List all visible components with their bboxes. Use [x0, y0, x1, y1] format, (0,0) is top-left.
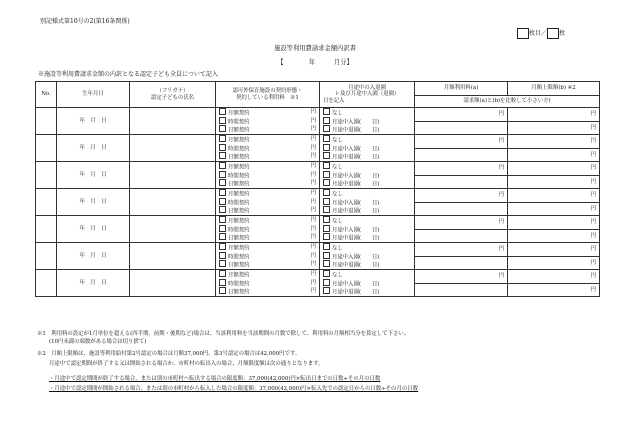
mid-month-option[interactable] [320, 243, 414, 252]
yen-label: 円 [310, 288, 316, 295]
mid-month-option[interactable] [320, 260, 414, 269]
header-monthly-cap: 月額上限額(b) ※2 [508, 82, 600, 96]
contract-option[interactable] [216, 225, 319, 234]
contract-cell [216, 270, 320, 297]
checkbox[interactable] [219, 225, 226, 232]
contract-option-label: 月額契約 [228, 137, 250, 144]
mid-month-option[interactable] [320, 171, 414, 180]
checkbox[interactable] [323, 108, 330, 115]
checkbox[interactable] [219, 117, 226, 124]
yen-label: 円 [498, 138, 504, 144]
child-name-cell[interactable] [130, 162, 216, 189]
header-mid-month [320, 82, 415, 108]
contract-option[interactable] [216, 279, 319, 288]
period-label: 【 年 月分】 [277, 59, 353, 66]
checkbox[interactable] [323, 125, 330, 132]
header-mid-3: 日を記入 [323, 97, 345, 104]
mid-month-cell [320, 162, 415, 189]
birthdate-cell[interactable]: 年 月 日 [57, 216, 130, 243]
checkbox[interactable] [219, 206, 226, 213]
contract-cell [216, 243, 320, 270]
yen-label: 円 [498, 273, 504, 279]
checkbox[interactable] [323, 243, 330, 250]
mid-month-cell [320, 108, 415, 135]
birthdate-cell[interactable]: 年 月 日 [57, 162, 130, 189]
contract-option-label: 日額契約 [228, 208, 250, 215]
table-row [36, 270, 600, 297]
mid-month-option[interactable] [320, 179, 414, 188]
mid-month-cell [320, 270, 415, 297]
mid-month-option[interactable] [320, 279, 414, 288]
checkbox[interactable] [323, 225, 330, 232]
yen-label: 円 [310, 217, 316, 224]
yen-label: 円 [310, 234, 316, 241]
row-no[interactable] [36, 189, 57, 216]
header-no: No. [36, 82, 57, 108]
contract-option-label: 月額契約 [228, 218, 250, 225]
mid-month-option[interactable] [320, 287, 414, 296]
mid-month-option[interactable] [320, 144, 414, 153]
table-row [36, 108, 600, 135]
yen-label: 円 [310, 198, 316, 205]
contract-option[interactable] [216, 216, 319, 225]
mid-month-option-label: 月途中入園( 日) [332, 254, 380, 261]
yen-label: 円 [310, 171, 316, 178]
table-row [36, 162, 600, 189]
checkbox[interactable] [323, 206, 330, 213]
yen-label: 円 [310, 109, 316, 116]
row-no[interactable] [36, 270, 57, 297]
contract-option-label: 時間契約 [228, 254, 250, 261]
monthly-fee-cell[interactable] [415, 162, 508, 189]
note-top: ※施設等利用費請求金額の内訳となる認定子ども全員について記入 [38, 71, 218, 78]
page-suffix-2: 枚 [559, 30, 566, 37]
yen-label: 円 [310, 190, 316, 197]
yen-label: 円 [310, 252, 316, 259]
checkbox[interactable] [323, 279, 330, 286]
mid-month-option-label: なし [332, 164, 343, 171]
contract-option[interactable] [216, 162, 319, 171]
contract-option[interactable] [216, 179, 319, 188]
mid-month-option-label: なし [332, 110, 343, 117]
table-row [36, 189, 600, 216]
checkbox[interactable] [219, 270, 226, 277]
contract-option[interactable] [216, 108, 319, 117]
mid-month-option[interactable] [320, 198, 414, 207]
checkbox[interactable] [323, 162, 330, 169]
note-2d: ・月途中で認定期間が開始される場合、または別の市町村から転入した場合の限度額：37,000(42,000)円×転入先での認定日からの日数÷その月の日数 [49, 386, 419, 392]
monthly-fee-cell[interactable] [415, 216, 508, 243]
contract-option-label: 日額契約 [228, 181, 250, 188]
page-suffix-1: 枚目／ [529, 30, 548, 37]
claim-yen-label: 円 [590, 179, 596, 185]
header-birthdate: 生年月日 [57, 82, 130, 108]
mid-month-option-label: 月途中退園( 日) [332, 208, 380, 215]
checkbox[interactable] [323, 179, 330, 186]
child-name-cell[interactable] [130, 108, 216, 135]
header-contract-2: 契約している利用料 ※1 [236, 94, 299, 101]
yen-label: 円 [310, 163, 316, 170]
mid-month-option-label: なし [332, 245, 343, 252]
row-no[interactable] [36, 162, 57, 189]
contract-option-label: 時間契約 [228, 146, 250, 153]
checkbox[interactable] [219, 108, 226, 115]
claim-yen-label: 円 [590, 125, 596, 131]
contract-option[interactable] [216, 252, 319, 261]
contract-option[interactable] [216, 125, 319, 134]
document-title: 施設等利用費請求金額内訳書 [274, 45, 356, 52]
child-name-cell[interactable] [130, 135, 216, 162]
row-no[interactable] [36, 216, 57, 243]
mid-month-option-label: 月途中退園( 日) [332, 181, 380, 188]
checkbox[interactable] [219, 252, 226, 259]
contract-option-label: 月額契約 [228, 245, 250, 252]
note-2b: 月途中で認定期間が終了する又は開始される場合か、市町村の転出入の場合、月額限度額は次の通りとなります。 [49, 361, 324, 367]
checkbox[interactable] [219, 189, 226, 196]
mid-month-cell [320, 189, 415, 216]
contract-option-label: 時間契約 [228, 200, 250, 207]
contract-cell [216, 162, 320, 189]
contract-option[interactable] [216, 243, 319, 252]
yen-label: 円 [310, 279, 316, 286]
mid-month-option-label: 月途中退園( 日) [332, 262, 380, 269]
yen-label: 円 [590, 111, 596, 117]
breakdown-table [35, 81, 600, 297]
note-1a: ※1 利用料の設定が1月単位を超える(四半期、前期・後期など)場合は、当該利用料を当該期間の月数で除して、利用料の月額相当分を算定して下さい。 [37, 331, 410, 337]
contract-option[interactable] [216, 189, 319, 198]
checkbox[interactable] [323, 171, 330, 178]
checkbox[interactable] [219, 144, 226, 151]
yen-label: 円 [310, 144, 316, 151]
yen-label: 円 [590, 246, 596, 252]
table-row [36, 216, 600, 243]
checkbox[interactable] [323, 252, 330, 259]
yen-label: 円 [590, 138, 596, 144]
contract-option-label: 月額契約 [228, 164, 250, 171]
yen-label: 円 [310, 225, 316, 232]
claim-yen-label: 円 [590, 206, 596, 212]
claim-yen-label: 円 [590, 152, 596, 158]
mid-month-option-label: なし [332, 191, 343, 198]
birthdate-cell[interactable]: 年 月 日 [57, 108, 130, 135]
checkbox[interactable] [219, 152, 226, 159]
contract-option[interactable] [216, 270, 319, 279]
checkbox[interactable] [323, 144, 330, 151]
contract-option[interactable] [216, 198, 319, 207]
yen-label: 円 [310, 136, 316, 143]
checkbox[interactable] [219, 233, 226, 240]
mid-month-option[interactable] [320, 233, 414, 242]
header-mid-2: レ及び月途中入園（退園） [334, 91, 400, 98]
yen-label: 円 [310, 126, 316, 133]
contract-option[interactable] [216, 233, 319, 242]
mid-month-option-label: 月途中入園( 日) [332, 173, 380, 180]
contract-option[interactable] [216, 117, 319, 126]
contract-option-label: 時間契約 [228, 281, 250, 288]
contract-option-label: 日額契約 [228, 127, 250, 134]
mid-month-option-label: 月途中退園( 日) [332, 127, 380, 134]
contract-option-label: 時間契約 [228, 173, 250, 180]
contract-option-label: 月額契約 [228, 110, 250, 117]
yen-label: 円 [590, 192, 596, 198]
note-2c: ・月途中で認定期間が終了する場合、または別の市町村へ転出する場合の限度額：37,000(42,000)円×転出日までの日数÷その月の日数 [49, 376, 381, 382]
monthly-fee-cell[interactable] [415, 270, 508, 297]
checkbox[interactable] [219, 287, 226, 294]
row-no[interactable] [36, 243, 57, 270]
mid-month-option[interactable] [320, 189, 414, 198]
header-furigana: （フリガナ） [156, 87, 189, 94]
mid-month-option-label: 月途中入園( 日) [332, 227, 380, 234]
contract-option-label: 日額契約 [228, 235, 250, 242]
contract-cell [216, 216, 320, 243]
mid-month-option[interactable] [320, 135, 414, 144]
mid-month-option[interactable] [320, 108, 414, 117]
checkbox[interactable] [219, 135, 226, 142]
checkbox[interactable] [323, 135, 330, 142]
monthly-cap-cell[interactable] [508, 270, 600, 297]
contract-option[interactable] [216, 206, 319, 215]
checkbox[interactable] [323, 198, 330, 205]
checkbox[interactable] [219, 279, 226, 286]
contract-option-label: 日額契約 [228, 289, 250, 296]
checkbox[interactable] [323, 270, 330, 277]
yen-label: 円 [498, 219, 504, 225]
header-child-name [130, 82, 216, 108]
header-monthly-fee: 月額利用料(a) [415, 82, 508, 96]
checkbox[interactable] [323, 216, 330, 223]
page-count-box [517, 28, 565, 39]
monthly-cap-cell[interactable] [508, 108, 600, 135]
contract-option-label: 時間契約 [228, 119, 250, 126]
yen-label: 円 [498, 192, 504, 198]
checkbox[interactable] [323, 189, 330, 196]
monthly-fee-cell[interactable] [415, 243, 508, 270]
mid-month-option-label: 月途中退園( 日) [332, 235, 380, 242]
yen-label: 円 [310, 207, 316, 214]
mid-month-option-label: 月途中入園( 日) [332, 200, 380, 207]
note-2a: ※2 月額上限額は、施設等利用給付第2号認定の場合は月額37,000円、第3号認定の場合は42,000円です。 [37, 351, 301, 357]
mid-month-option-label: 月途中入園( 日) [332, 281, 380, 288]
mid-month-cell [320, 135, 415, 162]
row-no[interactable] [36, 108, 57, 135]
mid-month-option-label: 月途中入園( 日) [332, 146, 380, 153]
contract-option-label: 時間契約 [228, 227, 250, 234]
claim-yen-label: 円 [590, 233, 596, 239]
birthdate-cell[interactable]: 年 月 日 [57, 243, 130, 270]
checkbox[interactable] [219, 243, 226, 250]
yen-label: 円 [310, 244, 316, 251]
contract-option-label: 日額契約 [228, 154, 250, 161]
contract-cell [216, 189, 320, 216]
mid-month-option[interactable] [320, 152, 414, 161]
yen-label: 円 [498, 111, 504, 117]
birthdate-cell[interactable]: 年 月 日 [57, 270, 130, 297]
contract-option[interactable] [216, 171, 319, 180]
mid-month-option[interactable] [320, 270, 414, 279]
checkbox[interactable] [219, 162, 226, 169]
mid-month-option-label: なし [332, 218, 343, 225]
header-name: 認定子どもの氏名 [150, 94, 195, 101]
mid-month-option-label: 月途中入園( 日) [332, 119, 380, 126]
child-name-cell[interactable] [130, 216, 216, 243]
checkbox[interactable] [323, 152, 330, 159]
yen-label: 円 [310, 117, 316, 124]
header-contract-1: 認可外保育施設の契約形態・ [232, 87, 303, 94]
yen-label: 円 [310, 271, 316, 278]
table-row [36, 243, 600, 270]
header-contract [216, 82, 320, 108]
contract-option[interactable] [216, 287, 319, 296]
checkbox[interactable] [219, 260, 226, 267]
birthdate-cell[interactable]: 年 月 日 [57, 135, 130, 162]
contract-option-label: 日額契約 [228, 262, 250, 269]
mid-month-option[interactable] [320, 162, 414, 171]
mid-month-option-label: 月途中退園( 日) [332, 289, 380, 296]
monthly-cap-cell[interactable] [508, 216, 600, 243]
mid-month-option-label: なし [332, 272, 343, 279]
mid-month-option[interactable] [320, 225, 414, 234]
header-claim: 請求額(a)と(b)を比較して小さい方) [415, 96, 600, 108]
contract-cell [216, 108, 320, 135]
yen-label: 円 [310, 153, 316, 160]
yen-label: 円 [590, 273, 596, 279]
monthly-fee-cell[interactable] [415, 108, 508, 135]
yen-label: 円 [590, 219, 596, 225]
yen-label: 円 [310, 261, 316, 268]
claim-yen-label: 円 [590, 287, 596, 293]
monthly-cap-cell[interactable] [508, 135, 600, 162]
mid-month-option[interactable] [320, 117, 414, 126]
yen-label: 円 [498, 165, 504, 171]
total-pages-field[interactable] [547, 28, 559, 39]
current-page-field[interactable] [517, 28, 529, 39]
contract-option[interactable] [216, 135, 319, 144]
contract-option[interactable] [216, 152, 319, 161]
monthly-cap-cell[interactable] [508, 162, 600, 189]
checkbox[interactable] [219, 179, 226, 186]
checkbox[interactable] [323, 260, 330, 267]
mid-month-cell [320, 243, 415, 270]
row-no[interactable] [36, 135, 57, 162]
checkbox[interactable] [323, 287, 330, 294]
monthly-cap-cell[interactable] [508, 189, 600, 216]
yen-label: 円 [498, 246, 504, 252]
checkbox[interactable] [219, 171, 226, 178]
checkbox[interactable] [219, 125, 226, 132]
birthdate-cell[interactable]: 年 月 日 [57, 189, 130, 216]
yen-label: 円 [590, 165, 596, 171]
monthly-fee-cell[interactable] [415, 189, 508, 216]
mid-month-option-label: なし [332, 137, 343, 144]
mid-month-option[interactable] [320, 125, 414, 134]
contract-option[interactable] [216, 144, 319, 153]
contract-option-label: 月額契約 [228, 191, 250, 198]
mid-month-option-label: 月途中退園( 日) [332, 154, 380, 161]
checkbox[interactable] [219, 198, 226, 205]
child-name-cell[interactable] [130, 189, 216, 216]
contract-option-label: 月額契約 [228, 272, 250, 279]
mid-month-option[interactable] [320, 216, 414, 225]
mid-month-option[interactable] [320, 252, 414, 261]
checkbox[interactable] [323, 233, 330, 240]
table-row [36, 135, 600, 162]
header-mid-1: 月途中の入退園 [348, 84, 386, 91]
child-name-cell[interactable] [130, 270, 216, 297]
contract-option[interactable] [216, 260, 319, 269]
claim-yen-label: 円 [590, 260, 596, 266]
checkbox[interactable] [219, 216, 226, 223]
mid-month-option[interactable] [320, 206, 414, 215]
yen-label: 円 [310, 180, 316, 187]
child-name-cell[interactable] [130, 243, 216, 270]
note-1b: (10円未満の端数がある場合は切り捨て) [49, 339, 147, 345]
checkbox[interactable] [323, 117, 330, 124]
monthly-cap-cell[interactable] [508, 243, 600, 270]
contract-cell [216, 135, 320, 162]
monthly-fee-cell[interactable] [415, 135, 508, 162]
mid-month-cell [320, 216, 415, 243]
form-id: 別記様式第10号の2(第16条関係) [40, 18, 130, 25]
